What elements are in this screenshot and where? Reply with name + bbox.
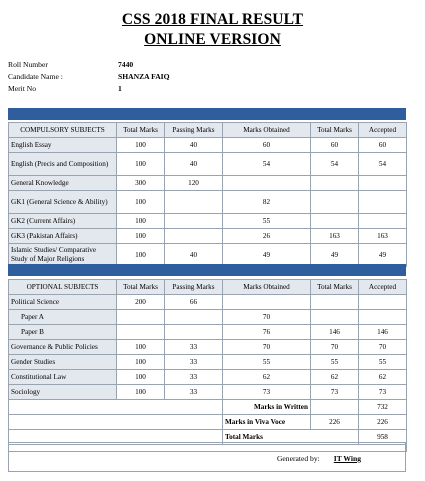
cell: 100 xyxy=(117,355,165,370)
cell: 100 xyxy=(117,191,165,214)
section-divider-bar xyxy=(8,264,406,276)
cell: 146 xyxy=(359,325,407,340)
optional-subjects-table xyxy=(8,279,407,452)
table-row xyxy=(9,340,407,355)
cell: 70 xyxy=(311,340,359,355)
table-row xyxy=(9,153,407,176)
cell: 146 xyxy=(311,325,359,340)
roll-number-row xyxy=(8,60,133,69)
table-row xyxy=(9,176,407,191)
cell: 55 xyxy=(359,355,407,370)
cell: 33 xyxy=(165,355,223,370)
cell: 100 xyxy=(117,340,165,355)
roll-number-value: 7440 xyxy=(118,60,134,69)
merit-number-value: 1 xyxy=(118,84,122,93)
section-divider-bar xyxy=(8,108,406,120)
cell: 54 xyxy=(359,153,407,176)
cell xyxy=(359,214,407,229)
table-row xyxy=(9,325,407,340)
subject-name: English Essay xyxy=(9,138,117,153)
cell: 70 xyxy=(223,340,311,355)
cell: 82 xyxy=(223,191,311,214)
cell xyxy=(165,325,223,340)
cell: 62 xyxy=(223,370,311,385)
generated-by-link[interactable]: IT Wing xyxy=(333,454,361,463)
viva-marks-label: Marks in Viva Voce xyxy=(223,415,311,430)
cell: 70 xyxy=(223,310,311,325)
table-row xyxy=(9,370,407,385)
cell xyxy=(359,310,407,325)
column-header: Accepted xyxy=(359,280,407,295)
subject-name: Paper A xyxy=(9,310,117,325)
cell xyxy=(359,191,407,214)
cell: 62 xyxy=(311,370,359,385)
cell: 120 xyxy=(165,176,223,191)
cell xyxy=(359,176,407,191)
roll-number-label: Roll Number xyxy=(8,60,48,69)
table-row xyxy=(9,214,407,229)
column-header: Accepted xyxy=(359,123,407,138)
compulsory-subjects-table xyxy=(8,122,407,267)
subject-name: GK1 (General Science & Ability) xyxy=(9,191,117,214)
viva-marks-total: 226 xyxy=(311,415,359,430)
candidate-name-row xyxy=(8,72,170,81)
summary-row-viva xyxy=(9,415,407,430)
candidate-name-label: Candidate Name : xyxy=(8,72,63,81)
subject-name: Sociology xyxy=(9,385,117,400)
table-row xyxy=(9,385,407,400)
column-header: Total Marks xyxy=(117,123,165,138)
cell: 40 xyxy=(165,138,223,153)
candidate-name-value: SHANZA FAIQ xyxy=(118,72,170,81)
column-header: Total Marks xyxy=(311,123,359,138)
cell xyxy=(223,295,311,310)
table-row xyxy=(9,229,407,244)
total-marks-label: Total Marks xyxy=(223,430,359,445)
table-row xyxy=(9,138,407,153)
cell: 73 xyxy=(359,385,407,400)
cell xyxy=(311,191,359,214)
subject-name: Governance & Public Policies xyxy=(9,340,117,355)
cell: 33 xyxy=(165,370,223,385)
cell xyxy=(223,176,311,191)
cell: 163 xyxy=(311,229,359,244)
subject-name: General Knowledge xyxy=(9,176,117,191)
cell xyxy=(165,191,223,214)
cell: 26 xyxy=(223,229,311,244)
page-title: CSS 2018 FINAL RESULT xyxy=(121,11,304,28)
viva-marks-value: 226 xyxy=(359,415,407,430)
cell xyxy=(165,214,223,229)
cell: 55 xyxy=(311,355,359,370)
subject-name: GK3 (Pakistan Affairs) xyxy=(9,229,117,244)
cell: 66 xyxy=(165,295,223,310)
written-marks-label: Marks in Written xyxy=(223,400,311,415)
cell xyxy=(311,214,359,229)
merit-number-label: Merit No xyxy=(8,84,37,93)
table-row xyxy=(9,310,407,325)
cell: 100 xyxy=(117,244,165,267)
subject-name: Constitutional Law xyxy=(9,370,117,385)
cell: 49 xyxy=(311,244,359,267)
cell: 54 xyxy=(223,153,311,176)
cell xyxy=(165,310,223,325)
subject-name: Paper B xyxy=(9,325,117,340)
cell: 62 xyxy=(359,370,407,385)
cell: 100 xyxy=(117,153,165,176)
column-header: Passing Marks xyxy=(165,123,223,138)
column-header: Total Marks xyxy=(311,280,359,295)
table-row xyxy=(9,355,407,370)
cell: 100 xyxy=(117,385,165,400)
subject-name: English (Precis and Composition) xyxy=(9,153,117,176)
cell: 73 xyxy=(223,385,311,400)
subject-name: Islamic Studies/ Comparative Study of Major Religions xyxy=(9,244,117,267)
cell: 54 xyxy=(311,153,359,176)
cell xyxy=(117,325,165,340)
cell: 100 xyxy=(117,370,165,385)
column-header: Marks Obtained xyxy=(223,123,311,138)
merit-number-row xyxy=(8,84,122,93)
cell: 200 xyxy=(117,295,165,310)
page-subtitle: ONLINE VERSION xyxy=(144,31,281,48)
cell: 100 xyxy=(117,214,165,229)
cell: 100 xyxy=(117,229,165,244)
cell: 300 xyxy=(117,176,165,191)
cell: 40 xyxy=(165,244,223,267)
cell xyxy=(117,310,165,325)
cell: 49 xyxy=(359,244,407,267)
column-header: OPTIONAL SUBJECTS xyxy=(9,280,117,295)
cell: 60 xyxy=(311,138,359,153)
cell: 70 xyxy=(359,340,407,355)
cell: 33 xyxy=(165,340,223,355)
cell: 73 xyxy=(311,385,359,400)
table-header-row xyxy=(9,123,407,138)
subject-name: Gender Studies xyxy=(9,355,117,370)
column-header: Passing Marks xyxy=(165,280,223,295)
cell xyxy=(165,229,223,244)
summary-row-written xyxy=(9,400,407,415)
cell: 33 xyxy=(165,385,223,400)
cell xyxy=(311,310,359,325)
table-header-row xyxy=(9,280,407,295)
written-marks-value: 732 xyxy=(359,400,407,415)
cell xyxy=(311,176,359,191)
column-header: COMPULSORY SUBJECTS xyxy=(9,123,117,138)
cell: 55 xyxy=(223,214,311,229)
subject-name: Political Science xyxy=(9,295,117,310)
cell: 40 xyxy=(165,153,223,176)
cell: 163 xyxy=(359,229,407,244)
cell xyxy=(311,295,359,310)
cell: 100 xyxy=(117,138,165,153)
subject-name: GK2 (Current Affairs) xyxy=(9,214,117,229)
table-row xyxy=(9,295,407,310)
cell: 60 xyxy=(359,138,407,153)
column-header: Marks Obtained xyxy=(223,280,311,295)
generated-by-label: Generated by: xyxy=(276,454,320,463)
table-row xyxy=(9,191,407,214)
column-header: Total Marks xyxy=(117,280,165,295)
cell: 60 xyxy=(223,138,311,153)
generated-by xyxy=(277,454,361,463)
cell: 76 xyxy=(223,325,311,340)
cell xyxy=(359,295,407,310)
cell: 55 xyxy=(223,355,311,370)
total-marks-value: 958 xyxy=(359,430,407,445)
cell: 49 xyxy=(223,244,311,267)
footer xyxy=(8,442,406,472)
